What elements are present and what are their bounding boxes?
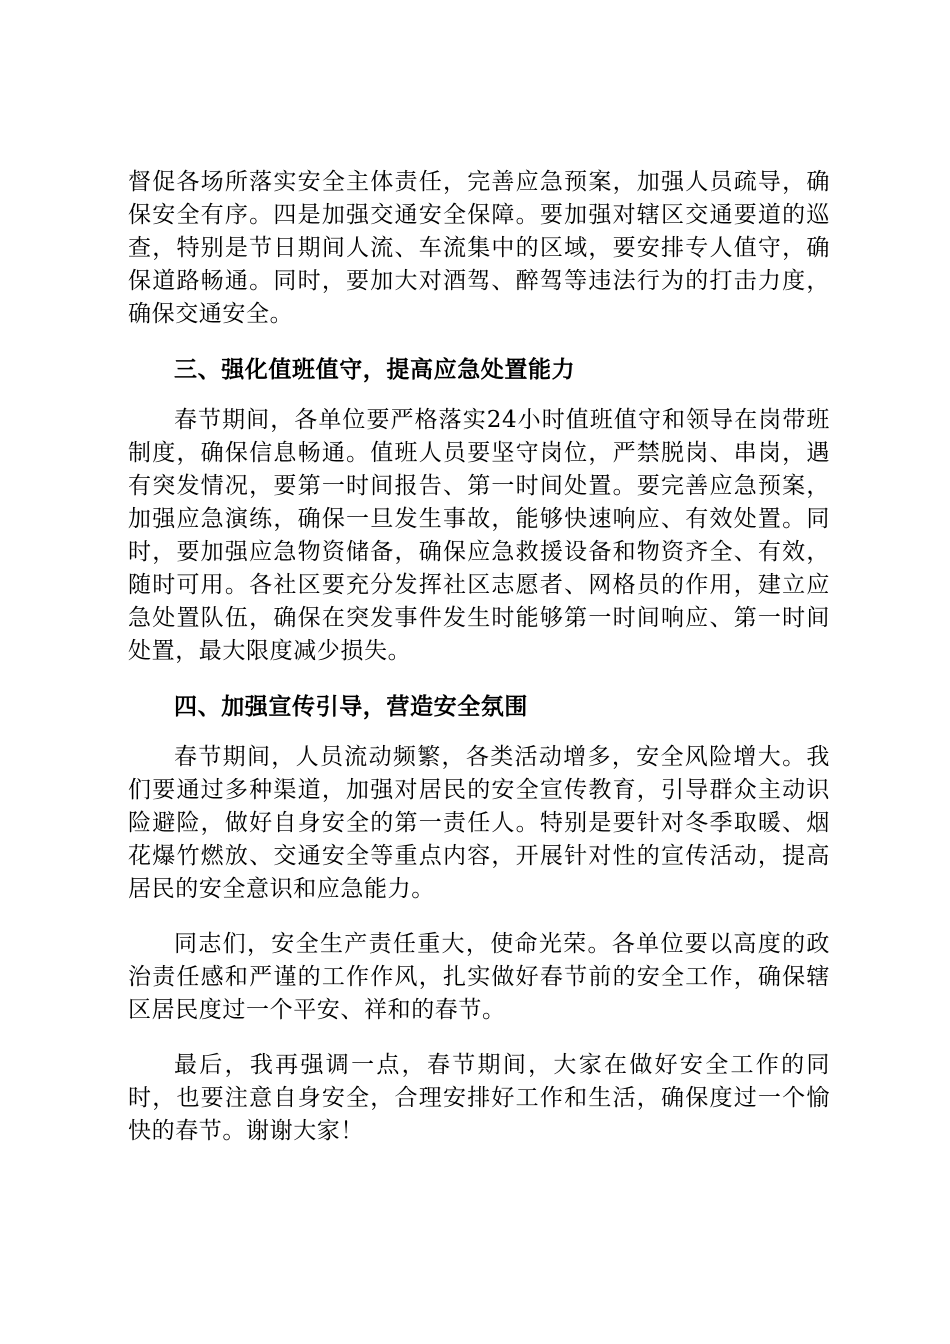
paragraph-comrades: 同志们，安全生产责任重大，使命光荣。各单位要以高度的政治责任感和严谨的工作作风，扎实做好春节前的安全工作，确保辖区居民度过一个平安、祥和的春节。 xyxy=(128,931,830,1023)
document-body xyxy=(128,166,830,1170)
paragraph-publicity: 春节期间，人员流动频繁，各类活动增多，安全风险增大。我们要通过多种渠道，加强对居民的安全宣传教育，引导群众主动识险避险，做好自身安全的第一责任人。特别是要针对冬季取暖、烟花爆竹燃放、交通安全等重点内容，开展针对性的宣传活动，提高居民的安全意识和应急能力。 xyxy=(128,744,830,902)
section-heading-duty: 三、强化值班值守，提高应急处置能力 xyxy=(174,356,576,383)
paragraph-closing: 最后，我再强调一点，春节期间，大家在做好安全工作的同时，也要注意自身安全，合理安排好工作和生活，确保度过一个愉快的春节。谢谢大家！ xyxy=(128,1052,830,1144)
paragraph-traffic-safety: 督促各场所落实安全主体责任，完善应急预案，加强人员疏导，确保安全有序。四是加强交通安全保障。要加强对辖区交通要道的巡查，特别是节日期间人流、车流集中的区域，要安排专人值守，确保道路畅通。同时，要加大对酒驾、醉驾等违法行为的打击力度，确保交通安全。 xyxy=(128,169,830,327)
section-heading-publicity: 四、加强宣传引导，营造安全氛围 xyxy=(174,693,528,720)
paragraph-duty: 春节期间，各单位要严格落实24小时值班值守和领导在岗带班制度，确保信息畅通。值班人员要坚守岗位，严禁脱岗、串岗，遇有突发情况，要第一时间报告、第一时间处置。要完善应急预案，加强应急演练，确保一旦发生事故，能够快速响应、有效处置。同时，要加强应急物资储备，确保应急救援设备和物资齐全、有效，随时可用。各社区要充分发挥社区志愿者、网格员的作用，建立应急处置队伍，确保在突发事件发生时能够第一时间响应、第一时间处置，最大限度减少损失。 xyxy=(128,407,830,664)
